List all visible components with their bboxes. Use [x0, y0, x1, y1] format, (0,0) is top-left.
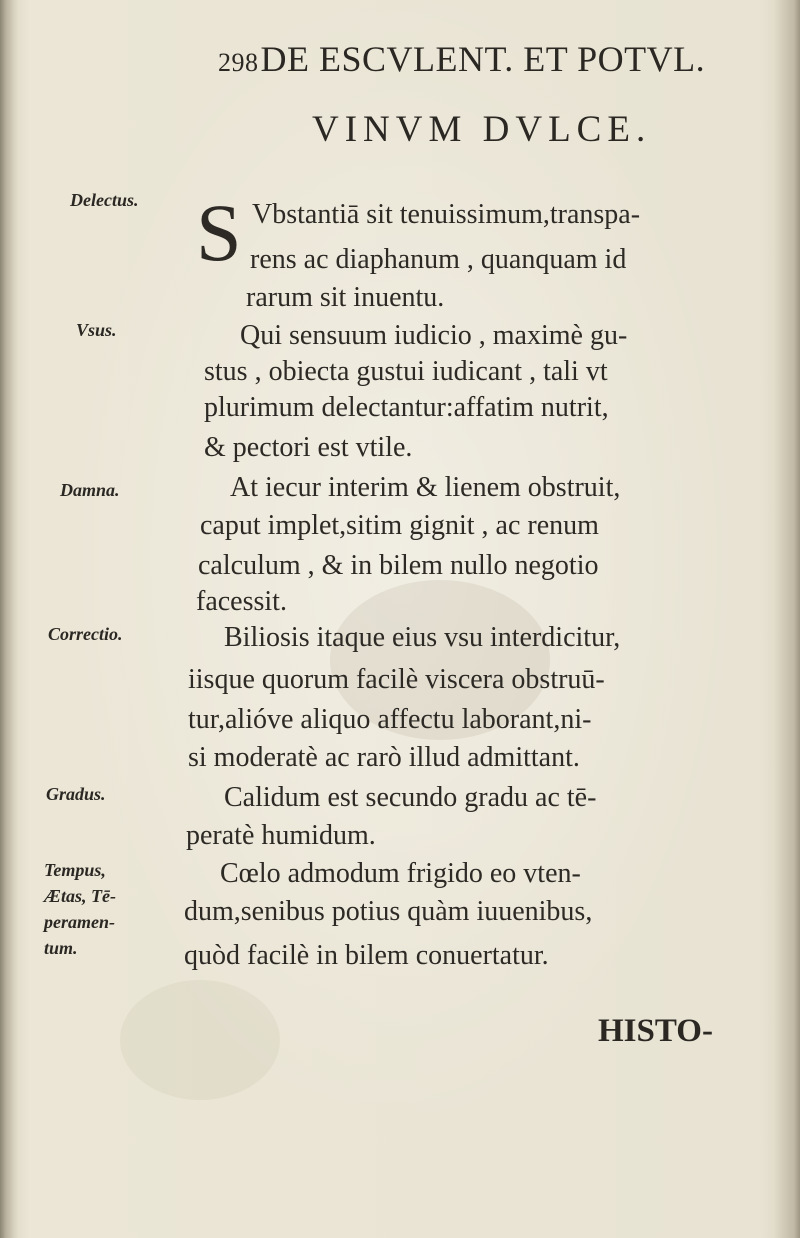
margin-note-aetas: Ætas, Tē- [44, 886, 116, 906]
drop-cap: S [196, 187, 242, 278]
page-gutter [0, 0, 18, 1238]
section-title: VINVM DVLCE. [312, 109, 652, 150]
page-number: 298 [218, 48, 259, 77]
text-line: Calidum est secundo gradu ac tē- [224, 782, 597, 813]
text-line: quòd facilè in bilem conuertatur. [184, 940, 549, 971]
text-line: rens ac diaphanum , quanquam id [250, 244, 627, 275]
catchword: HISTO- [598, 1013, 713, 1049]
margin-note-tum: tum. [44, 938, 78, 958]
text-line: Vbstantiā sit tenuissimum,transpa- [252, 199, 641, 230]
text-line: iisque quorum facilè viscera obstruū- [188, 664, 605, 695]
margin-note-temperamentum: peramen- [44, 912, 115, 932]
paper-stain [120, 980, 280, 1100]
text-line: & pectori est vtile. [204, 432, 413, 463]
text-line: si moderatè ac rarò illud admittant. [188, 742, 580, 773]
text-line: tur,alióve aliquo affectu laborant,ni- [188, 704, 592, 735]
running-title: DE ESCVLENT. ET POTVL. [260, 39, 706, 79]
text-line: rarum sit inuentu. [246, 282, 445, 313]
text-line: At iecur interim & lienem obstruit, [230, 472, 621, 503]
text-line: dum,senibus potius quàm iuuenibus, [184, 896, 593, 927]
text-line: peratè humidum. [186, 820, 376, 851]
text-line: Cœlo admodum frigido eo vten- [220, 858, 581, 889]
running-header [218, 38, 705, 80]
text-line: facessit. [196, 586, 287, 617]
page-edge [774, 0, 800, 1238]
text-line: Qui sensuum iudicio , maximè gu- [240, 320, 628, 351]
margin-note-damna: Damna. [60, 480, 120, 500]
margin-note-correctio: Correctio. [48, 624, 123, 644]
text-line: stus , obiecta gustui iudicant , tali vt [204, 356, 608, 387]
margin-note-tempus: Tempus, [44, 860, 106, 880]
margin-note-usus: Vsus. [76, 320, 117, 340]
text-line: caput implet,sitim gignit , ac renum [200, 510, 599, 541]
text-line: plurimum delectantur:affatim nutrit, [204, 392, 609, 423]
margin-note-delectus: Delectus. [70, 190, 139, 210]
text-line: Biliosis itaque eius vsu interdicitur, [224, 622, 621, 653]
margin-note-gradus: Gradus. [46, 784, 106, 804]
text-line: calculum , & in bilem nullo negotio [198, 550, 599, 581]
